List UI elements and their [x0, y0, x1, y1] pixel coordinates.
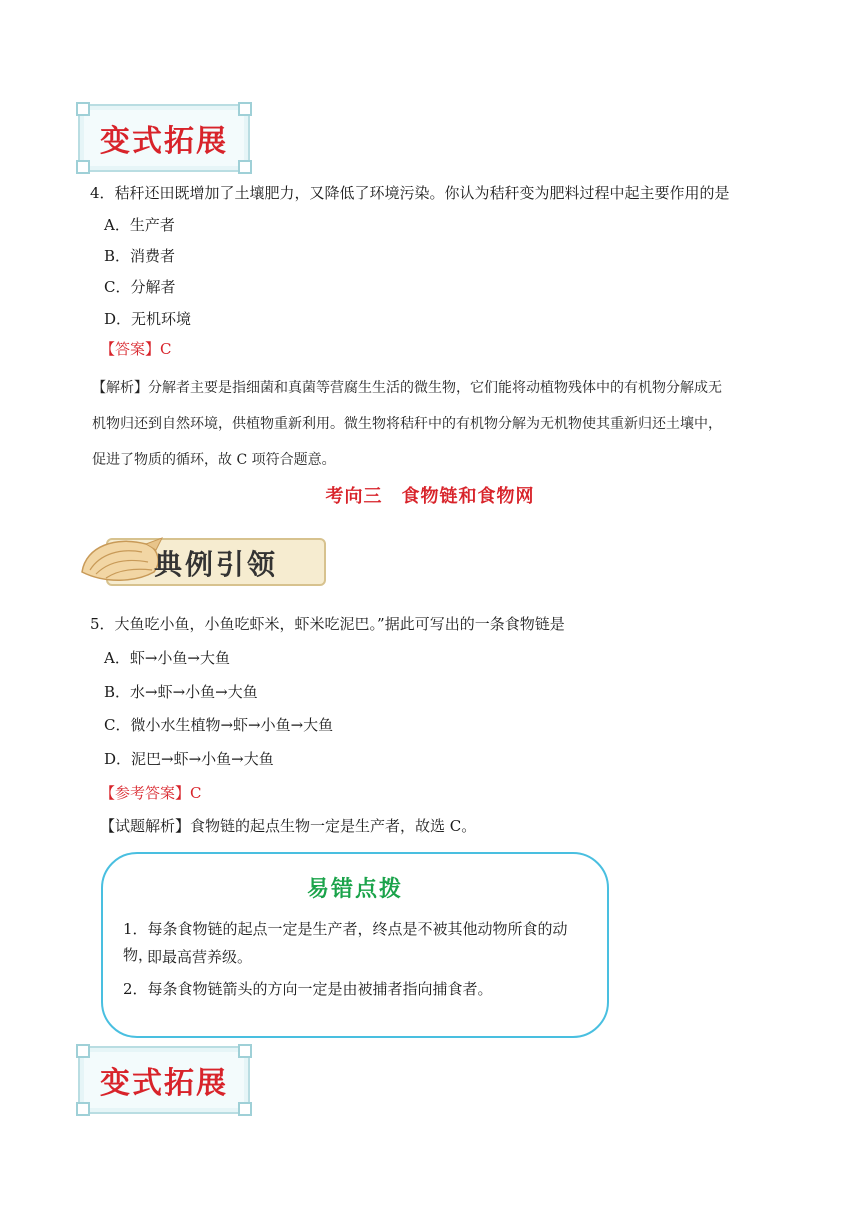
tip-item-1-cont: 即最高营养级。 — [147, 948, 253, 966]
q5-option-d: D．泥巴→虾→小鱼→大鱼 — [104, 750, 274, 768]
q4-answer: 【答案】C — [100, 340, 172, 358]
variant-banner-bottom — [78, 1046, 250, 1114]
q5-option-b: B．水→虾→小鱼→大鱼 — [104, 683, 258, 701]
q4-stem: 4．秸秆还田既增加了土壤肥力，又降低了环境污染。你认为秸秆变为肥料过程中起主要作用的是 — [90, 184, 730, 202]
variant-banner-top-text: 变式拓展 — [100, 124, 228, 159]
q5-stem: 5．大鱼吃小鱼，小鱼吃虾米，虾米吃泥巴。”据此可写出的一条食物链是 — [90, 615, 565, 633]
tip-item-2: 2．每条食物链箭头的方向一定是由被捕者指向捕食者。 — [123, 980, 493, 998]
q5-explanation: 【试题解析】食物链的起点生物一定是生产者，故选 C。 — [100, 817, 477, 835]
variant-banner-top — [78, 104, 250, 172]
q5-option-a: A．虾→小鱼→大鱼 — [104, 649, 230, 667]
q4-option-d: D．无机环境 — [104, 310, 192, 328]
section-title: 考向三 食物链和食物网 — [325, 486, 535, 507]
q5-answer: 【参考答案】C — [100, 784, 202, 802]
q4-option-a: A．生产者 — [104, 216, 175, 234]
q4-explanation-line-1: 【解析】分解者主要是指细菌和真菌等营腐生生活的微生物，它们能将动植物残体中的有机物分解成无 — [92, 380, 722, 396]
q4-option-c: C．分解者 — [104, 278, 176, 296]
variant-banner-bottom-text: 变式拓展 — [100, 1066, 228, 1101]
q5-option-c: C．微小水生植物→虾→小鱼→大鱼 — [104, 716, 334, 734]
tip-title: 易错点拨 — [306, 876, 403, 902]
q4-explanation-line-2: 机物归还到自然环境，供植物重新利用。微生物将秸秆中的有机物分解为无机物使其重新归还土壤中， — [92, 416, 722, 432]
tip-item-1: 1．每条食物链的起点一定是生产者，终点是不被其他动物所食的动物， — [123, 920, 568, 964]
q4-option-b: B．消费者 — [104, 247, 176, 265]
tip-box — [101, 852, 609, 1038]
q4-explanation-line-3: 促进了物质的循环，故 C 项符合题意。 — [92, 452, 336, 468]
example-banner-text: 典例引领 — [154, 548, 279, 581]
shell-icon — [76, 532, 166, 590]
example-banner — [76, 532, 326, 590]
